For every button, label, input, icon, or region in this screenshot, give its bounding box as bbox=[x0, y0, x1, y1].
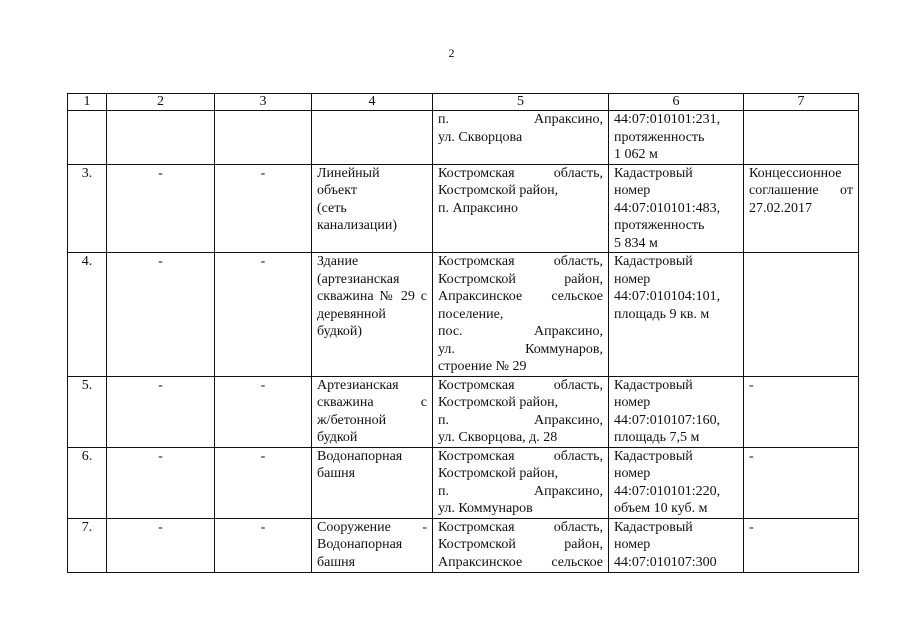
address-line: Костромская область, bbox=[438, 519, 603, 535]
name-line: башня bbox=[317, 466, 356, 481]
cadastre-line: номер bbox=[614, 271, 651, 287]
cadastre-line: номер bbox=[614, 466, 651, 481]
name-line: скважина с bbox=[317, 395, 427, 410]
address-line: поселение, bbox=[438, 306, 504, 322]
object-name-cell bbox=[312, 253, 433, 377]
note-line: - bbox=[749, 519, 754, 535]
cadastre-cell bbox=[609, 164, 744, 253]
note-line: 27.02.2017 bbox=[749, 200, 812, 216]
address-line: Костромской район, bbox=[438, 395, 559, 410]
cadastre-line: номер bbox=[614, 183, 651, 198]
address-line: п. Апраксино, bbox=[438, 483, 603, 499]
object-name-cell bbox=[312, 518, 433, 572]
address-cell bbox=[433, 253, 609, 377]
column-header: 6 bbox=[609, 94, 744, 111]
column-2-value bbox=[107, 111, 215, 165]
column-2-value: - bbox=[107, 518, 215, 572]
row-number: 3. bbox=[68, 164, 107, 253]
table-header-row bbox=[68, 94, 859, 111]
table-row bbox=[68, 376, 859, 447]
note-cell bbox=[744, 111, 859, 165]
cadastre-line: 44:07:010101:231, bbox=[614, 112, 721, 127]
address-line: ул. Скворцова bbox=[438, 129, 523, 145]
note-cell bbox=[744, 376, 859, 447]
column-3-value: - bbox=[215, 253, 312, 377]
object-name-cell bbox=[312, 447, 433, 518]
property-registry-table bbox=[67, 93, 859, 573]
cadastre-line: Кадастровый bbox=[614, 519, 693, 535]
name-line: будкой) bbox=[317, 324, 363, 339]
address-line: Костромской район, bbox=[438, 537, 603, 552]
column-2-value: - bbox=[107, 253, 215, 377]
address-line: Костромская область, bbox=[438, 377, 603, 393]
column-2-value: - bbox=[107, 447, 215, 518]
object-name-cell bbox=[312, 111, 433, 165]
row-number bbox=[68, 111, 107, 165]
name-line: ж/бетонной bbox=[317, 412, 387, 428]
cadastre-line: 1 062 м bbox=[614, 147, 658, 162]
address-line: Костромская область, bbox=[438, 448, 603, 464]
address-line: п. Апраксино, bbox=[438, 412, 603, 428]
table-row bbox=[68, 447, 859, 518]
table-row bbox=[68, 518, 859, 572]
cadastre-line: Кадастровый bbox=[614, 165, 693, 181]
cadastre-cell bbox=[609, 518, 744, 572]
address-line: п. Апраксино, bbox=[438, 112, 603, 127]
table-row bbox=[68, 111, 859, 165]
name-line: Линейный bbox=[317, 165, 380, 181]
cadastre-line: номер bbox=[614, 395, 651, 410]
address-line: Апраксинское сельское bbox=[438, 289, 603, 304]
name-line: Здание bbox=[317, 254, 359, 269]
cadastre-line: 5 834 м bbox=[614, 235, 658, 251]
address-line: строение № 29 bbox=[438, 359, 527, 374]
note-line: Концессионное bbox=[749, 165, 842, 181]
cadastre-line: 44:07:010101:220, bbox=[614, 483, 721, 499]
address-line: пос. Апраксино, bbox=[438, 324, 603, 339]
name-line: (артезианская bbox=[317, 271, 400, 287]
address-cell bbox=[433, 164, 609, 253]
column-header: 4 bbox=[312, 94, 433, 111]
address-line: Костромская область, bbox=[438, 254, 603, 269]
page-number: 2 bbox=[448, 46, 455, 60]
note-cell bbox=[744, 518, 859, 572]
cadastre-cell bbox=[609, 253, 744, 377]
column-header: 1 bbox=[68, 94, 107, 111]
note-line: - bbox=[749, 448, 754, 464]
name-line: Артезианская bbox=[317, 377, 399, 393]
cadastre-line: 44:07:010101:483, bbox=[614, 200, 721, 216]
row-number: 4. bbox=[68, 253, 107, 377]
column-header: 5 bbox=[433, 94, 609, 111]
cadastre-line: 44:07:010104:101, bbox=[614, 289, 721, 304]
cadastre-line: площадь 9 кв. м bbox=[614, 306, 710, 322]
cadastre-line: объем 10 куб. м bbox=[614, 501, 708, 516]
note-cell bbox=[744, 447, 859, 518]
address-line: Костромской район, bbox=[438, 271, 603, 287]
cadastre-line: 44:07:010107:160, bbox=[614, 412, 721, 428]
name-line: Водонапорная bbox=[317, 448, 403, 464]
address-line: ул. Коммунаров bbox=[438, 501, 533, 516]
name-line: Сооружение - bbox=[317, 519, 427, 535]
cadastre-line: Кадастровый bbox=[614, 377, 693, 393]
note-line: - bbox=[749, 377, 754, 393]
address-cell bbox=[433, 447, 609, 518]
row-number: 6. bbox=[68, 447, 107, 518]
address-line: Костромская область, bbox=[438, 165, 603, 181]
column-3-value: - bbox=[215, 518, 312, 572]
column-header: 2 bbox=[107, 94, 215, 111]
name-line: будкой bbox=[317, 430, 358, 445]
column-3-value: - bbox=[215, 376, 312, 447]
address-line: п. Апраксино bbox=[438, 200, 518, 216]
column-3-value: - bbox=[215, 447, 312, 518]
cadastre-cell bbox=[609, 376, 744, 447]
address-line: Костромской район, bbox=[438, 183, 559, 198]
address-cell bbox=[433, 111, 609, 165]
name-line: деревянной bbox=[317, 306, 386, 322]
cadastre-cell bbox=[609, 447, 744, 518]
address-line: ул. Коммунаров, bbox=[438, 341, 603, 357]
column-header: 7 bbox=[744, 94, 859, 111]
cadastre-line: номер bbox=[614, 537, 651, 552]
table-row bbox=[68, 164, 859, 253]
column-2-value: - bbox=[107, 164, 215, 253]
note-line: соглашение от bbox=[749, 183, 853, 198]
cadastre-line: Кадастровый bbox=[614, 254, 693, 269]
column-3-value bbox=[215, 111, 312, 165]
name-line: Водонапорная bbox=[317, 537, 403, 552]
object-name-cell bbox=[312, 164, 433, 253]
name-line: скважина № 29 с bbox=[317, 289, 427, 304]
cadastre-line: 44:07:010107:300 bbox=[614, 554, 717, 570]
name-line: (сеть bbox=[317, 200, 347, 216]
cadastre-line: протяженность bbox=[614, 218, 705, 233]
cadastre-cell bbox=[609, 111, 744, 165]
address-line: Апраксинское сельское bbox=[438, 554, 603, 570]
column-header: 3 bbox=[215, 94, 312, 111]
column-2-value: - bbox=[107, 376, 215, 447]
address-line: Костромской район, bbox=[438, 466, 559, 481]
address-cell bbox=[433, 376, 609, 447]
column-3-value: - bbox=[215, 164, 312, 253]
row-number: 7. bbox=[68, 518, 107, 572]
object-name-cell bbox=[312, 376, 433, 447]
cadastre-line: площадь 7,5 м bbox=[614, 430, 700, 445]
table-row bbox=[68, 253, 859, 377]
address-line: ул. Скворцова, д. 28 bbox=[438, 430, 558, 445]
name-line: канализации) bbox=[317, 218, 397, 233]
address-cell bbox=[433, 518, 609, 572]
cadastre-line: протяженность bbox=[614, 129, 705, 145]
name-line: башня bbox=[317, 554, 356, 570]
note-cell bbox=[744, 164, 859, 253]
row-number: 5. bbox=[68, 376, 107, 447]
note-cell bbox=[744, 253, 859, 377]
name-line: объект bbox=[317, 183, 357, 198]
cadastre-line: Кадастровый bbox=[614, 448, 693, 464]
